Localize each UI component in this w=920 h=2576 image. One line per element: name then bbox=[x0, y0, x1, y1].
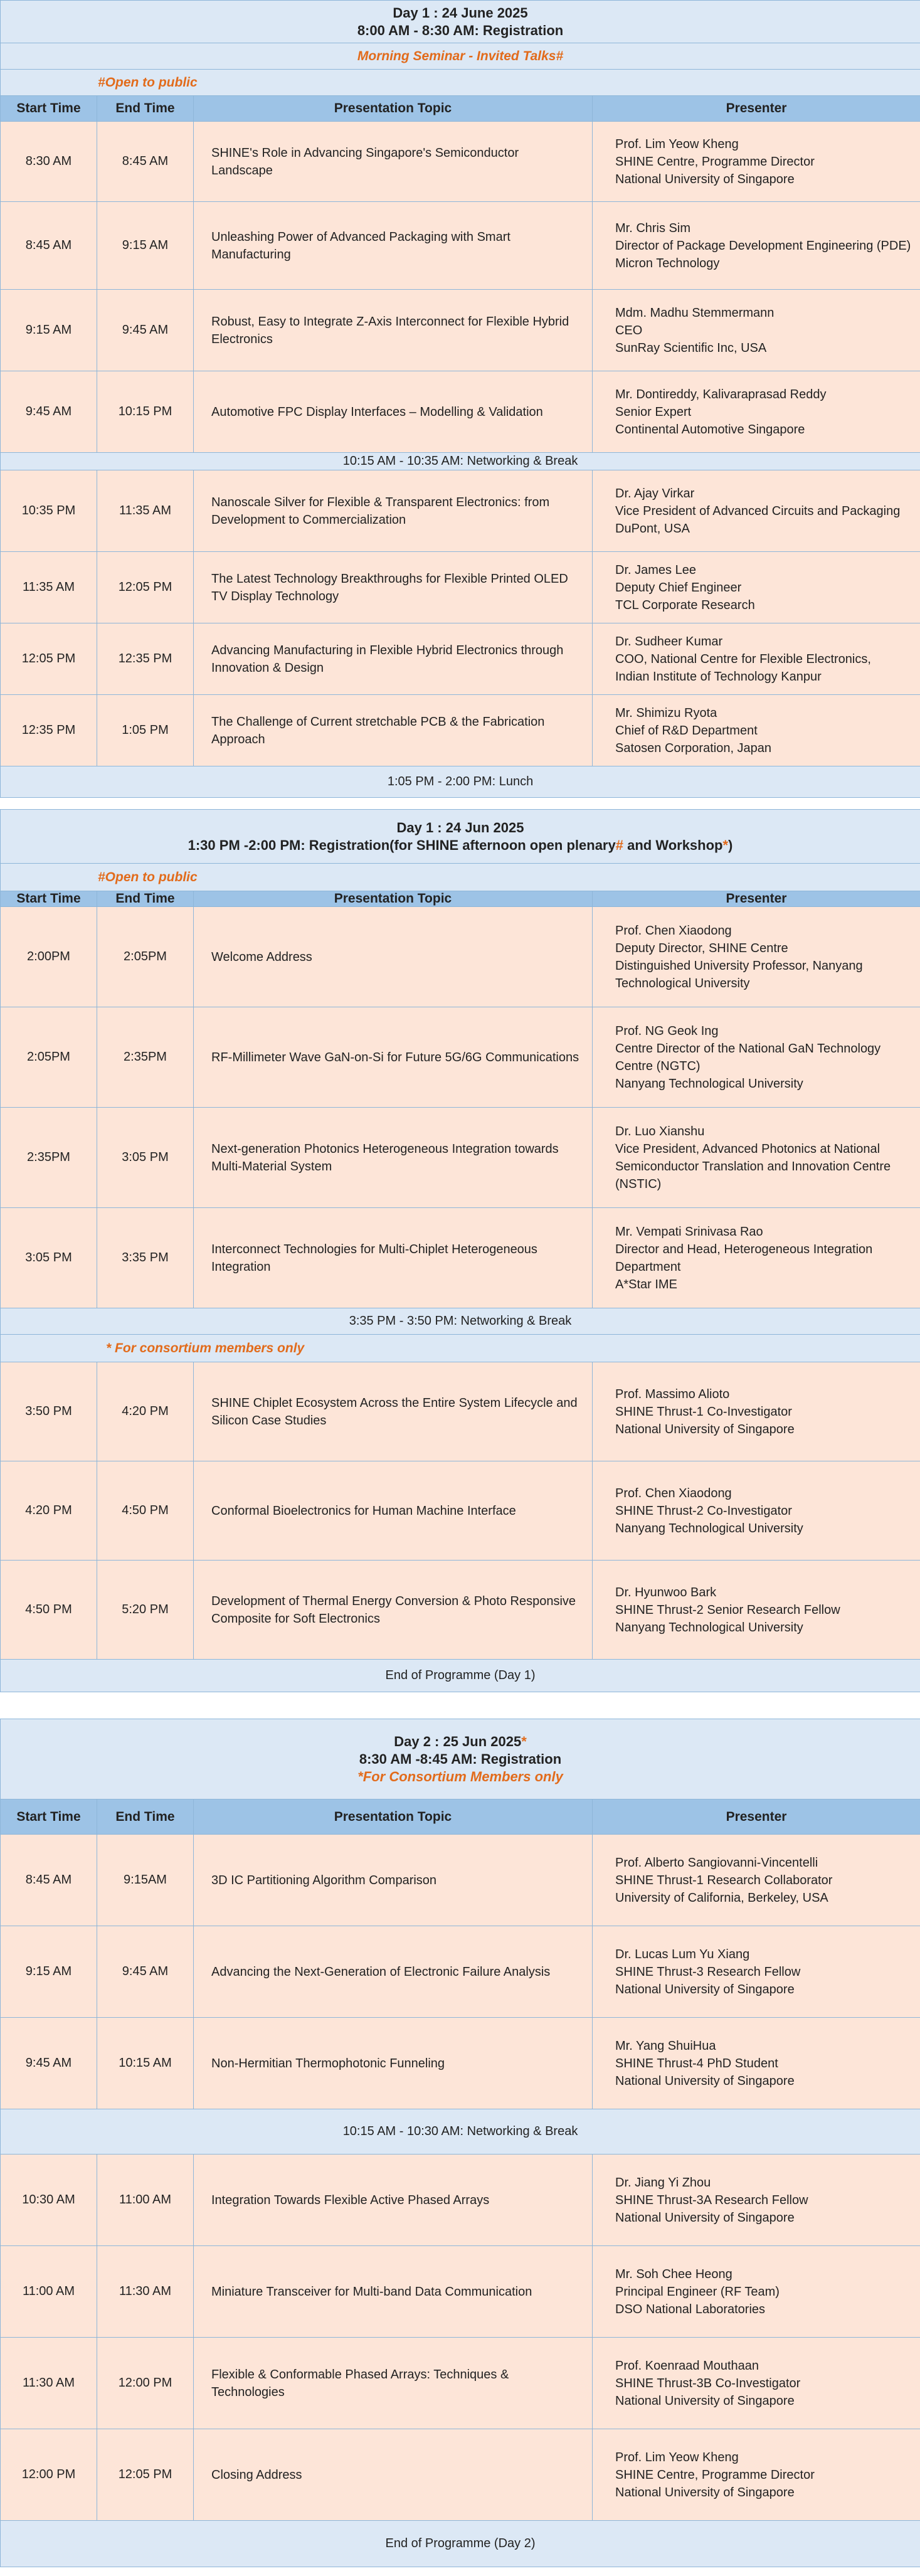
topic: Unleashing Power of Advanced Packaging with Smart Manufacturing bbox=[194, 202, 593, 290]
afternoon-registration: 1:30 PM -2:00 PM: Registration(for SHINE afternoon open plenary# and Workshop*) bbox=[188, 837, 733, 853]
day1-morning-header bbox=[1, 1, 920, 43]
day2-header bbox=[1, 1719, 920, 1799]
networking-break: 10:15 AM - 10:30 AM: Networking & Break bbox=[1, 2109, 920, 2155]
topic: Flexible & Conformable Phased Arrays: Techniques & Technologies bbox=[194, 2338, 593, 2429]
topic: Conformal Bioelectronics for Human Machine Interface bbox=[194, 1461, 593, 1561]
table-row bbox=[1, 1362, 920, 1461]
end-time: 1:05 PM bbox=[97, 695, 194, 766]
end-time: 9:45 AM bbox=[97, 290, 194, 371]
presenter: Prof. Chen Xiaodong SHINE Thrust-2 Co-Investigator Nanyang Technological University bbox=[593, 1461, 920, 1561]
presenter: Dr. Lucas Lum Yu Xiang SHINE Thrust-3 Research Fellow National University of Singapore bbox=[593, 1926, 920, 2018]
col-presenter: Presenter bbox=[593, 891, 920, 907]
start-time: 2:35PM bbox=[1, 1108, 97, 1208]
end-of-programme-day1: End of Programme (Day 1) bbox=[1, 1660, 920, 1692]
table-row bbox=[1, 2155, 920, 2246]
col-topic: Presentation Topic bbox=[194, 96, 593, 122]
end-time: 3:05 PM bbox=[97, 1108, 194, 1208]
end-time: 3:35 PM bbox=[97, 1208, 194, 1308]
presenter: Prof. Massimo Alioto SHINE Thrust-1 Co-Investigator National University of Singapore bbox=[593, 1362, 920, 1461]
presenter: Mr. Yang ShuiHua SHINE Thrust-4 PhD Student National University of Singapore bbox=[593, 2018, 920, 2109]
start-time: 12:35 PM bbox=[1, 695, 97, 766]
topic: Closing Address bbox=[194, 2429, 593, 2521]
presenter: Prof. Alberto Sangiovanni-Vincentelli SHINE Thrust-1 Research Collaborator University of California, Berkeley, USA bbox=[593, 1835, 920, 1926]
table-row bbox=[1, 2246, 920, 2338]
end-time: 10:15 PM bbox=[97, 371, 194, 453]
col-presenter: Presenter bbox=[593, 96, 920, 122]
end-time: 9:15 AM bbox=[97, 202, 194, 290]
topic: SHINE's Role in Advancing Singapore's Semiconductor Landscape bbox=[194, 122, 593, 202]
start-time: 8:45 AM bbox=[1, 202, 97, 290]
day1-title: Day 1 : 24 June 2025 bbox=[393, 4, 528, 21]
start-time: 9:45 AM bbox=[1, 371, 97, 453]
presenter: Dr. Hyunwoo Bark SHINE Thrust-2 Senior Research Fellow Nanyang Technological University bbox=[593, 1561, 920, 1660]
topic: Non-Hermitian Thermophotonic Funneling bbox=[194, 2018, 593, 2109]
col-topic: Presentation Topic bbox=[194, 1799, 593, 1835]
end-time: 4:20 PM bbox=[97, 1362, 194, 1461]
topic: SHINE Chiplet Ecosystem Across the Entire System Lifecycle and Silicon Case Studies bbox=[194, 1362, 593, 1461]
table-row bbox=[1, 1108, 920, 1208]
day1-afternoon-table bbox=[0, 809, 920, 1692]
start-time: 9:15 AM bbox=[1, 1926, 97, 2018]
col-topic: Presentation Topic bbox=[194, 891, 593, 907]
day1-afternoon-header bbox=[1, 810, 920, 864]
col-start-time: Start Time bbox=[1, 96, 97, 122]
presenter: Prof. Lim Yeow Kheng SHINE Centre, Programme Director National University of Singapore bbox=[593, 2429, 920, 2521]
col-end-time: End Time bbox=[97, 891, 194, 907]
topic: The Challenge of Current stretchable PCB & the Fabrication Approach bbox=[194, 695, 593, 766]
table-row bbox=[1, 2429, 920, 2521]
presenter: Dr. Sudheer Kumar COO, National Centre for Flexible Electronics, Indian Institute of Technology Kanpur bbox=[593, 623, 920, 695]
start-time: 3:05 PM bbox=[1, 1208, 97, 1308]
end-time: 12:00 PM bbox=[97, 2338, 194, 2429]
table-row bbox=[1, 2018, 920, 2109]
topic: Miniature Transceiver for Multi-band Data Communication bbox=[194, 2246, 593, 2338]
presenter: Prof. Lim Yeow Kheng SHINE Centre, Programme Director National University of Singapore bbox=[593, 122, 920, 202]
consortium-note: * For consortium members only bbox=[1, 1335, 920, 1362]
presenter: Mdm. Madhu Stemmermann CEO SunRay Scientific Inc, USA bbox=[593, 290, 920, 371]
day1-registration: 8:00 AM - 8:30 AM: Registration bbox=[357, 22, 564, 38]
table-row bbox=[1, 907, 920, 1007]
end-time: 11:35 AM bbox=[97, 470, 194, 552]
start-time: 11:30 AM bbox=[1, 2338, 97, 2429]
open-to-public-note: #Open to public bbox=[1, 864, 920, 891]
presenter: Mr. Dontireddy, Kalivaraprasad Reddy Senior Expert Continental Automotive Singapore bbox=[593, 371, 920, 453]
morning-seminar-label: Morning Seminar - Invited Talks# bbox=[1, 43, 920, 70]
table-row bbox=[1, 371, 920, 453]
networking-break: 3:35 PM - 3:50 PM: Networking & Break bbox=[1, 1308, 920, 1335]
topic: Integration Towards Flexible Active Phased Arrays bbox=[194, 2155, 593, 2246]
topic: Nanoscale Silver for Flexible & Transparent Electronics: from Development to Commercialization bbox=[194, 470, 593, 552]
col-end-time: End Time bbox=[97, 1799, 194, 1835]
presenter: Prof. Koenraad Mouthaan SHINE Thrust-3B Co-Investigator National University of Singapore bbox=[593, 2338, 920, 2429]
table-row bbox=[1, 1835, 920, 1926]
table-row bbox=[1, 695, 920, 766]
end-time: 5:20 PM bbox=[97, 1561, 194, 1660]
start-time: 3:50 PM bbox=[1, 1362, 97, 1461]
end-time: 9:15AM bbox=[97, 1835, 194, 1926]
topic: Interconnect Technologies for Multi-Chiplet Heterogeneous Integration bbox=[194, 1208, 593, 1308]
day2-title: Day 2 : 25 Jun 2025* bbox=[394, 1733, 527, 1749]
table-row bbox=[1, 1208, 920, 1308]
end-time: 8:45 AM bbox=[97, 122, 194, 202]
end-time: 9:45 AM bbox=[97, 1926, 194, 2018]
table-row bbox=[1, 1561, 920, 1660]
start-time: 11:00 AM bbox=[1, 2246, 97, 2338]
table-row bbox=[1, 202, 920, 290]
presenter: Prof. Chen Xiaodong Deputy Director, SHINE Centre Distinguished University Professor, Nanyang Technological University bbox=[593, 907, 920, 1007]
presenter: Mr. Shimizu Ryota Chief of R&D Department Satosen Corporation, Japan bbox=[593, 695, 920, 766]
topic: Development of Thermal Energy Conversion & Photo Responsive Composite for Soft Electronics bbox=[194, 1561, 593, 1660]
start-time: 9:15 AM bbox=[1, 290, 97, 371]
table-row bbox=[1, 2338, 920, 2429]
topic: 3D IC Partitioning Algorithm Comparison bbox=[194, 1835, 593, 1926]
col-start-time: Start Time bbox=[1, 891, 97, 907]
table-row bbox=[1, 1461, 920, 1561]
start-time: 8:45 AM bbox=[1, 1835, 97, 1926]
end-time: 12:05 PM bbox=[97, 552, 194, 623]
presenter: Mr. Chris Sim Director of Package Development Engineering (PDE) Micron Technology bbox=[593, 202, 920, 290]
start-time: 12:05 PM bbox=[1, 623, 97, 695]
start-time: 2:05PM bbox=[1, 1007, 97, 1108]
day1-afternoon-title: Day 1 : 24 Jun 2025 bbox=[396, 819, 524, 835]
col-start-time: Start Time bbox=[1, 1799, 97, 1835]
end-time: 12:35 PM bbox=[97, 623, 194, 695]
topic: Next-generation Photonics Heterogeneous Integration towards Multi-Material System bbox=[194, 1108, 593, 1208]
open-to-public-note: #Open to public bbox=[1, 70, 920, 96]
end-time: 2:35PM bbox=[97, 1007, 194, 1108]
table-row bbox=[1, 1926, 920, 2018]
end-of-programme-day2: End of Programme (Day 2) bbox=[1, 2521, 920, 2567]
presenter: Mr. Soh Chee Heong Principal Engineer (RF Team) DSO National Laboratories bbox=[593, 2246, 920, 2338]
table-row bbox=[1, 623, 920, 695]
end-time: 10:15 AM bbox=[97, 2018, 194, 2109]
table-row bbox=[1, 290, 920, 371]
topic: Automotive FPC Display Interfaces – Modelling & Validation bbox=[194, 371, 593, 453]
presenter: Dr. James Lee Deputy Chief Engineer TCL Corporate Research bbox=[593, 552, 920, 623]
col-presenter: Presenter bbox=[593, 1799, 920, 1835]
end-time: 2:05PM bbox=[97, 907, 194, 1007]
topic: Welcome Address bbox=[194, 907, 593, 1007]
day1-morning-table bbox=[0, 0, 920, 798]
end-time: 11:30 AM bbox=[97, 2246, 194, 2338]
table-row bbox=[1, 470, 920, 552]
end-time: 4:50 PM bbox=[97, 1461, 194, 1561]
start-time: 8:30 AM bbox=[1, 122, 97, 202]
end-time: 11:00 AM bbox=[97, 2155, 194, 2246]
topic: The Latest Technology Breakthroughs for Flexible Printed OLED TV Display Technology bbox=[194, 552, 593, 623]
topic: RF-Millimeter Wave GaN-on-Si for Future 5G/6G Communications bbox=[194, 1007, 593, 1108]
end-time: 12:05 PM bbox=[97, 2429, 194, 2521]
topic: Robust, Easy to Integrate Z-Axis Interconnect for Flexible Hybrid Electronics bbox=[194, 290, 593, 371]
day2-registration: 8:30 AM -8:45 AM: Registration bbox=[359, 1751, 562, 1767]
topic: Advancing the Next-Generation of Electronic Failure Analysis bbox=[194, 1926, 593, 2018]
start-time: 4:20 PM bbox=[1, 1461, 97, 1561]
start-time: 12:00 PM bbox=[1, 2429, 97, 2521]
start-time: 11:35 AM bbox=[1, 552, 97, 623]
lunch-break: 1:05 PM - 2:00 PM: Lunch bbox=[1, 766, 920, 798]
presenter: Mr. Vempati Srinivasa Rao Director and Head, Heterogeneous Integration Department A*Star IME bbox=[593, 1208, 920, 1308]
start-time: 2:00PM bbox=[1, 907, 97, 1007]
table-row bbox=[1, 122, 920, 202]
start-time: 10:35 PM bbox=[1, 470, 97, 552]
day2-table bbox=[0, 1719, 920, 2567]
start-time: 9:45 AM bbox=[1, 2018, 97, 2109]
table-row bbox=[1, 552, 920, 623]
presenter: Dr. Jiang Yi Zhou SHINE Thrust-3A Research Fellow National University of Singapore bbox=[593, 2155, 920, 2246]
table-row bbox=[1, 1007, 920, 1108]
networking-break: 10:15 AM - 10:35 AM: Networking & Break bbox=[1, 453, 920, 470]
presenter: Dr. Ajay Virkar Vice President of Advanced Circuits and Packaging DuPont, USA bbox=[593, 470, 920, 552]
start-time: 4:50 PM bbox=[1, 1561, 97, 1660]
col-end-time: End Time bbox=[97, 96, 194, 122]
presenter: Prof. NG Geok Ing Centre Director of the National GaN Technology Centre (NGTC) Nanyang Technological University bbox=[593, 1007, 920, 1108]
consortium-note: *For Consortium Members only bbox=[357, 1768, 563, 1784]
start-time: 10:30 AM bbox=[1, 2155, 97, 2246]
topic: Advancing Manufacturing in Flexible Hybrid Electronics through Innovation & Design bbox=[194, 623, 593, 695]
presenter: Dr. Luo Xianshu Vice President, Advanced Photonics at National Semiconductor Translation and Innovation Centre (NSTIC) bbox=[593, 1108, 920, 1208]
